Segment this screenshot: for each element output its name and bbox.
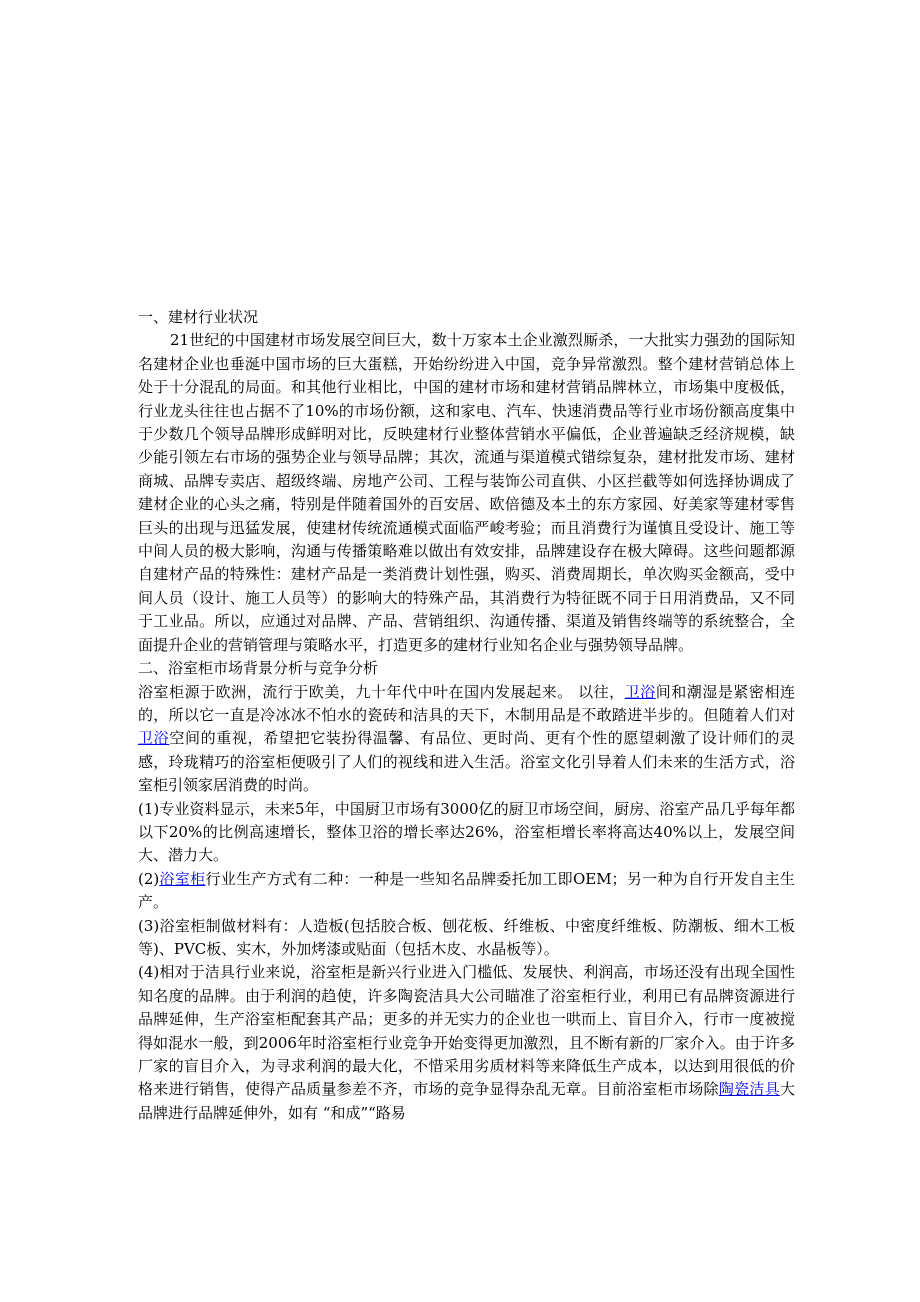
intro-text-3: 空间的重视，希望把它装扮得温馨、有品位、更时尚、更有个性的愿望刺激了设计师们的灵感，玲珑精巧的浴室柜便吸引了人们的视线和进入生活。浴室文化引导着人们未来的生活方式，浴室柜引领家居消费的时尚。 [138, 729, 795, 795]
section-1-heading: 一、建材行业状况 [138, 308, 259, 326]
section-1-paragraph: 21世纪的中国建材市场发展空间巨大，数十万家本土企业激烈厮杀，一大批实力强劲的国际知名建材企业也垂涎中国市场的巨大蛋糕，开始纷纷进入中国，竞争异常激烈。整个建材营销总体上处于十分混乱的局面。和其他行业相比，中国的建材市场和建材营销品牌林立，市场集中度极低，行业龙头往往也占据不了10%的市场份额，这和家电、汽车、快速消费品等行业市场份额高度集中于少数几个领导品牌形成鲜明对比，反映建材行业整体营销水平偏低，企业普遍缺乏经济规模，缺少能引领左右市场的强势企业与领导品牌；其次，流通与渠道模式错综复杂，建材批发市场、建材商城、品牌专卖店、超级终端、房地产公司、工程与装饰公司直供、小区拦截等如何选择协调成了建材企业的心头之痛，特别是伴随着国外的百安居、欧倍德及本土的东方家园、好美家等建材零售巨头的出现与迅猛发展，使建材传统流通模式面临严峻考验；而且消费行为谨慎且受设计、施工等中间人员的极大影响，沟通与传播策略难以做出有效安排，品牌建设存在极大障碍。这些问题都源自建材产品的特殊性：建材产品是一类消费计划性强，购买、消费周期长，单次购买金额高，受中间人员（设计、施工人员等）的影响大的特殊产品，其消费行为特征既不同于日用消费品，又不同于工业品。所以，应通过对品牌、产品、营销组织、沟通传播、渠道及销售终端等的系统整合，全面提升企业的营销管理与策略水平，打造更多的建材行业知名企业与强势领导品牌。 [138, 331, 795, 654]
item-4-text-1: (4)相对于洁具行业来说，浴室柜是新兴行业进入门槛低、发展快、利润高，市场还没有出现全国性知名度的品牌。由于利润的趋使，许多陶瓷洁具大公司瞄准了浴室柜行业，利用已有品牌资源进行品牌延伸，生产浴室柜配套其产品；更多的并无实力的企业也一哄而上、盲目介入，行市一度被搅得如混水一般，到2006年时浴室柜行业竞争开始变得更加激烈，且不断有新的厂家介入。由于许多厂家的盲目介入，为寻求利润的最大化，不惜采用劣质材料等来降低生产成本，以达到用很低的价格来进行销售，使得产品质量参差不齐，市场的竞争显得杂乱无章。目前浴室柜市场除 [138, 963, 795, 1099]
document-body [138, 306, 795, 1125]
list-item-3: (3)浴室柜制做材料有：人造板(包括胶合板、刨花板、纤维板、中密度纤维板、防潮板、细木工板等)、PVC板、实木，外加烤漆或贴面（包括木皮、水晶板等）。 [138, 916, 795, 958]
list-item-2 [138, 868, 795, 915]
item-4-text-2: 大品牌进行品牌延伸外，如有 “和成”“路易 [138, 1080, 795, 1122]
link-weiyu-1[interactable]: 卫浴 [624, 682, 656, 701]
intro-text-1: 浴室柜源于欧洲，流行于欧美，九十年代中叶在国内发展起来。 以往， [138, 682, 625, 701]
item-2-prefix: (2) [138, 869, 160, 888]
link-bathroom-cabinet[interactable]: 浴室柜 [159, 869, 206, 888]
intro-text-2: 间和潮湿是紧密相连的，所以它一直是冷冰冰不怕水的瓷砖和洁具的天下，木制用品是不敢踏进半步的。但随着人们对 [138, 682, 795, 724]
link-ceramic-sanitary[interactable]: 陶瓷洁具 [718, 1080, 780, 1099]
item-2-text: 行业生产方式有二种：一种是一些知名品牌委托加工即OEM；另一种为自行开发自主生产。 [138, 869, 795, 912]
section-2-intro [138, 681, 795, 798]
link-weiyu-2[interactable]: 卫浴 [138, 729, 170, 748]
list-item-4 [138, 961, 795, 1125]
list-item-1: (1)专业资料显示，未来5年，中国厨卫市场有3000亿的厨卫市场空间，厨房、浴室产品几乎每年都以下20%的比例高速增长，整体卫浴的增长率达26%，浴室柜增长率将高达40%以上，发展空间大、潜力大。 [138, 799, 795, 865]
section-2-heading: 二、浴室柜市场背景分析与竞争分析 [138, 659, 379, 678]
